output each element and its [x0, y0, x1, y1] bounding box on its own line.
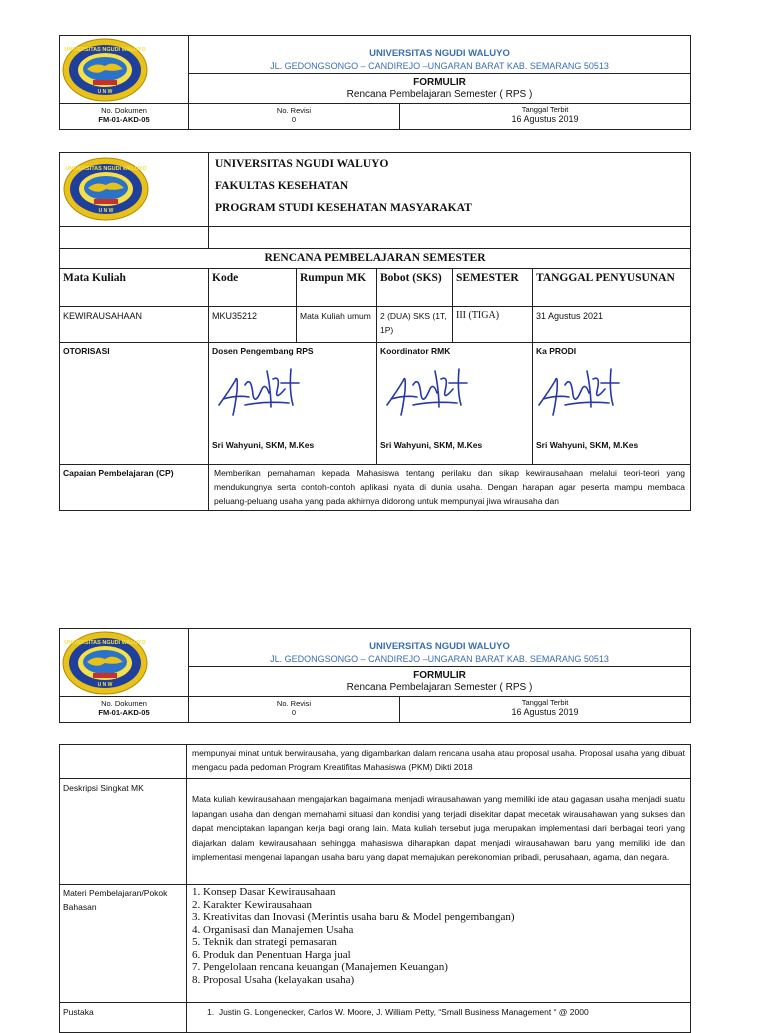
logo-ring-text: UNIVERSITAS NGUDI WALUYO: [64, 640, 146, 646]
desc-text: Mata kuliah kewirausahaan mengajarkan bagaimana menjadi wirausahawan yang memiliki ide atau gagasan usaha menjadi suatu lapangan usaha dan dengan memahami situasi dan kondisi yang terjadi disekitar dapat mecetak wirausahawan yang sukses dan dapat menciptakan lapangan kerja bagi orang lain. Mata kuliah tersebut juga merupakan implementasi dari berbagai teori yang diajarkan dalam kewirausahaan sehingga mahasiswa diharapkan dapat menjadi wirausahawan baru yang memiliki ide dan implementasi mengenai lapangan usaha baru yang dapat memajukan perekonomian pribadi, perusahaan, agama, dan negara.: [187, 779, 691, 885]
doc-no-label: No. Dokumen: [101, 699, 147, 708]
logo-cell: [60, 629, 189, 697]
doc-no-label: No. Dokumen: [101, 106, 147, 115]
logo-ring-text: UNIVERSITAS NGUDI WALUYO: [64, 47, 146, 53]
signer-name: Sri Wahyuni, SKM, M.Kes: [212, 440, 315, 450]
list-item: 5. Teknik dan strategi pemasaran: [203, 936, 690, 949]
rps-title: RENCANA PEMBELAJARAN SEMESTER: [60, 249, 691, 269]
header-university: UNIVERSITAS NGUDI WALUYO: [369, 48, 510, 59]
cell-semester: III (TIGA): [453, 307, 533, 343]
col-header: SEMESTER: [453, 269, 533, 307]
form-title: FORMULIR: [413, 670, 466, 681]
list-item: 2. Karakter Kewirausahaan: [203, 899, 690, 912]
col-header: Bobot (SKS): [377, 269, 453, 307]
revision-label: No. Revisi: [276, 699, 312, 708]
form-header-1: [59, 35, 691, 130]
institution-line-1: UNIVERSITAS NGUDI WALUYO: [215, 158, 389, 170]
institution-line-3: PROGRAM STUDI KESEHATAN MASYARAKAT: [215, 202, 472, 214]
pustaka-cell: 1. Justin G. Longenecker, Carlos W. Moore, J. William Petty, “Small Business Management “ @ 2000: [187, 1003, 691, 1033]
doc-no-value: FM-01-AKD-05: [98, 708, 150, 717]
cp-text: Memberikan pemahaman kepada Mahasiswa tentang perilaku dan sikap kewirausahaan melalui teori-teori yang mendukungnya serta contoh-contoh aplikasi nyata di dunia usaha. Dengan harapan agar peserta mampu membaca peluang-peluang usaha yang pada akhirnya didorong untuk mempunyai jiwa wirausaha dan: [209, 465, 691, 511]
cell-rumpun: Mata Kuliah umum: [297, 307, 377, 343]
revision-label: No. Revisi: [276, 106, 312, 115]
form-header-2: [59, 628, 691, 723]
list-item: 4. Organisasi dan Manajemen Usaha: [203, 924, 690, 937]
signer-cell: [377, 343, 533, 465]
revision-value: 0: [291, 115, 297, 124]
signer-name: Sri Wahyuni, SKM, M.Kes: [380, 440, 483, 450]
institution-line-2: FAKULTAS KESEHATAN: [215, 180, 349, 192]
col-header: Kode: [209, 269, 297, 307]
university-logo: [62, 631, 188, 695]
cell-kode: MKU35212: [209, 307, 297, 343]
logo-cell: [60, 36, 189, 104]
signer-name: Sri Wahyuni, SKM, M.Kes: [536, 440, 639, 450]
signature-image: [215, 361, 305, 421]
cell-bobot: 2 (DUA) SKS (1T, 1P): [377, 307, 453, 343]
list-item: 6. Produk dan Penentuan Harga jual: [203, 949, 690, 962]
doc-no-value: FM-01-AKD-05: [98, 115, 150, 124]
materi-cell: [187, 885, 691, 1003]
signer-cell: [209, 343, 377, 465]
signer-cell: [533, 343, 691, 465]
list-item: 3. Kreativitas dan Inovasi (Merintis usaha baru & Model pengembangan): [203, 911, 690, 924]
cp-text-continued: mempunyai minat untuk berwirausaha, yang digambarkan dalam rencana usaha atau proposal usaha. Proposal usaha yang dibuat mengacu pada pedoman Program Kreatifitas Mahasiswa (PKM) Dikti 2018: [187, 745, 691, 779]
list-item: 8. Proposal Usaha (kelayakan usaha): [203, 974, 690, 987]
cell-mata-kuliah: KEWIRAUSAHAAN: [60, 307, 209, 343]
otorisasi-label: OTORISASI: [60, 343, 209, 465]
col-header: Rumpun MK: [297, 269, 377, 307]
cp-label: Capaian Pembelajaran (CP): [60, 465, 209, 511]
logo-bottom-text: U N W: [98, 208, 114, 214]
header-university: UNIVERSITAS NGUDI WALUYO: [369, 641, 510, 652]
list-item: 7. Pengelolaan rencana keuangan (Manajemen Keuangan): [203, 961, 690, 974]
col-header: Mata Kuliah: [60, 269, 209, 307]
form-subtitle: Rencana Pembelajaran Semester ( RPS ): [346, 89, 533, 100]
logo-bottom-text: U N W: [97, 682, 113, 688]
rps-logo-cell: [60, 153, 209, 227]
materi-list: [187, 886, 690, 986]
rps-table: [59, 152, 691, 511]
issue-date-label: Tanggal Terbit: [521, 105, 569, 114]
logo-bottom-text: U N W: [97, 89, 113, 95]
pustaka-item: Justin G. Longenecker, Carlos W. Moore, J. William Petty, “Small Business Management “ @ 2000: [218, 1007, 589, 1017]
pustaka-label: Pustaka: [60, 1003, 187, 1033]
form-subtitle: Rencana Pembelajaran Semester ( RPS ): [346, 682, 533, 693]
issue-date-value: 16 Agustus 2019: [511, 114, 579, 124]
col-header: TANGGAL PENYUSUNAN: [533, 269, 691, 307]
form-title: FORMULIR: [413, 77, 466, 88]
revision-value: 0: [291, 708, 297, 717]
issue-date-label: Tanggal Terbit: [521, 698, 569, 707]
signature-image: [535, 361, 625, 421]
signer-role: Ka PRODI: [536, 346, 577, 356]
signer-role: Dosen Pengembang RPS: [212, 346, 314, 356]
signature-image: [383, 361, 473, 421]
university-logo: [62, 38, 188, 102]
issue-date-value: 16 Agustus 2019: [511, 707, 579, 717]
header-address: JL. GEDONGSONGO – CANDIREJO –UNGARAN BARAT KAB. SEMARANG 50513: [270, 654, 609, 664]
logo-ring-text: UNIVERSITAS NGUDI WALUYO: [65, 166, 147, 172]
signer-role: Koordinator RMK: [380, 346, 451, 356]
materi-label: Materi Pembelajaran/Pokok Bahasan: [60, 885, 187, 1003]
list-item: 1. Konsep Dasar Kewirausahaan: [203, 886, 690, 899]
university-logo-2: [63, 157, 208, 221]
header-address: JL. GEDONGSONGO – CANDIREJO –UNGARAN BARAT KAB. SEMARANG 50513: [270, 61, 609, 71]
cell-tanggal: 31 Agustus 2021: [533, 307, 691, 343]
rps-table-continued: [59, 744, 691, 1033]
desc-label: Deskripsi Singkat MK: [60, 779, 187, 885]
